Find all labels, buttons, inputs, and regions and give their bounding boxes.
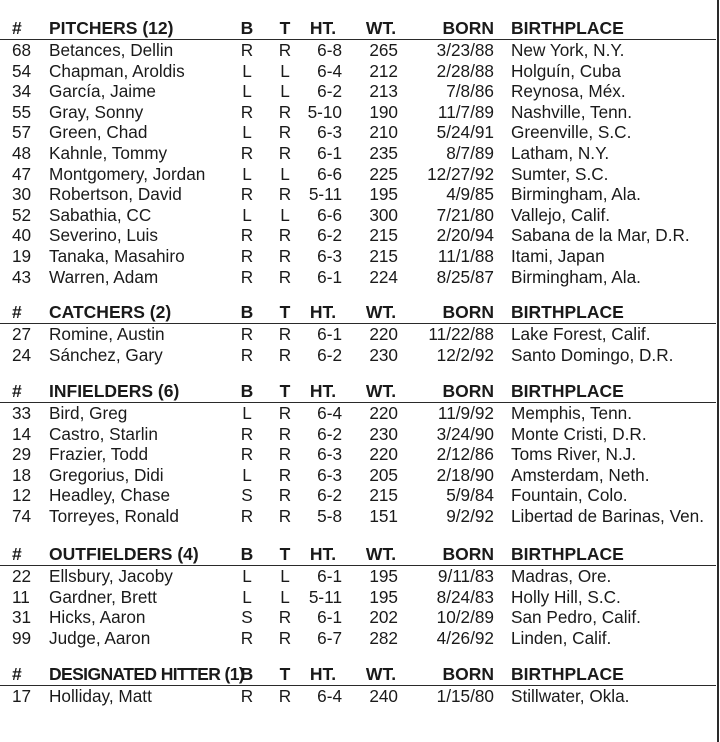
player-throws: R [278,184,292,205]
player-throws: R [278,403,292,423]
section-header-row [0,664,716,686]
column-header-number: # [12,18,22,38]
player-number: 55 [12,101,32,122]
player-throws: R [278,122,292,143]
player-name: Judge, Aaron [49,627,151,648]
player-height: 6-4 [317,403,342,423]
player-name: Tanaka, Masahiro [49,245,185,266]
player-row [0,122,716,143]
player-throws: R [278,344,292,365]
player-row [0,324,716,345]
player-weight: 230 [369,423,398,444]
player-weight: 215 [369,245,398,266]
player-height: 6-6 [317,163,342,184]
player-row [0,686,716,707]
player-throws: L [280,163,290,184]
player-name: Romine, Austin [49,324,165,344]
player-name: Robertson, David [49,184,182,205]
player-height: 5-11 [308,184,342,205]
player-row [0,40,716,61]
player-height: 6-3 [317,444,342,465]
player-throws: L [280,566,290,586]
section-outfielders [0,544,716,648]
player-row [0,143,716,164]
player-row [0,444,716,465]
player-number: 68 [12,40,32,60]
player-birthplace: Libertad de Barinas, Ven. [511,505,705,526]
player-born: 8/25/87 [436,266,494,287]
player-weight: 224 [369,266,398,287]
player-bats: R [240,444,254,465]
player-number: 27 [12,324,32,344]
column-header-birthplace: BIRTHPLACE [511,302,624,322]
player-row [0,403,716,424]
player-row [0,506,716,527]
player-birthplace: Birmingham, Ala. [511,184,641,205]
player-row [0,485,716,506]
player-name: Sabathia, CC [49,204,152,225]
player-bats: S [241,607,253,628]
column-header-born: BORN [442,664,494,684]
player-birthplace: Sabana de la Mar, D.R. [511,225,690,246]
player-born: 7/8/86 [446,81,494,102]
player-weight: 282 [369,627,398,648]
player-number: 18 [12,464,32,485]
column-header-weight: WT. [365,302,397,322]
player-number: 54 [12,60,32,81]
player-number: 74 [12,505,32,526]
player-throws: L [280,81,290,102]
player-weight: 225 [369,163,398,184]
player-number: 52 [12,204,32,225]
player-number: 31 [12,607,32,628]
column-header-height: HT. [309,302,337,322]
player-weight: 212 [369,60,398,81]
column-header-weight: WT. [365,381,397,401]
section-title: CATCHERS (2) [49,302,172,322]
player-weight: 195 [369,184,398,205]
player-height: 5-8 [317,505,342,526]
column-header-throws: T [279,544,291,564]
player-name: Bird, Greg [49,403,128,423]
section-title: PITCHERS (12) [49,18,174,38]
player-born: 8/7/89 [446,142,494,163]
player-name: Castro, Starlin [49,423,158,444]
player-weight: 202 [369,607,398,628]
player-weight: 235 [369,142,398,163]
player-height: 6-2 [317,225,342,246]
player-height: 6-4 [317,60,342,81]
player-born: 4/9/85 [446,184,494,205]
section-header-row [0,381,716,403]
player-number: 57 [12,122,32,143]
section-title: OUTFIELDERS (4) [49,544,199,564]
section-catchers [0,302,716,365]
column-header-throws: T [279,302,291,322]
player-row [0,102,716,123]
player-bats: R [240,225,254,246]
player-bats: R [240,423,254,444]
player-birthplace: Vallejo, Calif. [511,204,611,225]
player-number: 33 [12,403,32,423]
player-weight: 215 [369,225,398,246]
player-row [0,345,716,366]
player-birthplace: Holguín, Cuba [511,60,621,81]
column-header-bats: B [240,18,254,38]
player-bats: R [240,184,254,205]
column-header-number: # [12,664,22,684]
player-name: Severino, Luis [49,225,158,246]
player-bats: L [242,464,252,485]
player-throws: R [278,627,292,648]
player-height: 6-3 [317,122,342,143]
column-header-throws: T [279,381,291,401]
player-weight: 215 [369,485,398,506]
player-throws: L [280,586,290,607]
player-born: 8/24/83 [436,586,494,607]
player-height: 6-2 [317,81,342,102]
player-bats: L [242,122,252,143]
player-row [0,607,716,628]
player-born: 2/12/86 [436,444,494,465]
player-height: 6-2 [317,344,342,365]
player-name: Gregorius, Didi [49,464,164,485]
column-header-height: HT. [309,18,337,38]
player-throws: R [278,245,292,266]
player-name: Betances, Dellin [49,40,174,60]
player-row [0,267,716,288]
column-header-bats: B [240,302,254,322]
player-number: 19 [12,245,32,266]
player-weight: 210 [369,122,398,143]
player-born: 5/24/91 [436,122,494,143]
player-number: 12 [12,485,32,506]
player-birthplace: Holly Hill, S.C. [511,586,621,607]
player-birthplace: New York, N.Y. [511,40,625,60]
player-row [0,424,716,445]
player-bats: R [240,686,254,706]
player-throws: R [278,266,292,287]
player-bats: R [240,40,254,60]
player-row [0,566,716,587]
player-throws: R [278,324,292,344]
player-height: 6-6 [317,204,342,225]
section-header-row [0,18,716,40]
player-throws: L [280,60,290,81]
player-number: 11 [12,586,30,607]
player-height: 6-7 [317,627,342,648]
section-title: DESIGNATED HITTER (1) [49,664,245,684]
player-birthplace: Toms River, N.J. [511,444,637,465]
column-header-born: BORN [442,302,494,322]
player-name: Green, Chad [49,122,148,143]
player-throws: R [278,607,292,628]
player-birthplace: Memphis, Tenn. [511,403,633,423]
player-born: 9/2/92 [446,505,494,526]
player-row [0,164,716,185]
player-birthplace: Nashville, Tenn. [511,101,633,122]
column-header-number: # [12,544,22,564]
player-height: 6-3 [317,245,342,266]
player-born: 11/22/88 [428,324,494,344]
player-throws: R [278,464,292,485]
column-header-throws: T [279,18,291,38]
player-number: 47 [12,163,32,184]
player-row [0,81,716,102]
column-header-bats: B [240,381,254,401]
player-height: 5-10 [307,101,342,122]
player-born: 4/26/92 [436,627,494,648]
player-birthplace: Amsterdam, Neth. [511,464,650,485]
player-throws: L [280,204,290,225]
player-bats: L [242,81,252,102]
player-height: 6-1 [317,607,342,628]
player-bats: L [242,204,252,225]
player-number: 24 [12,344,32,365]
player-name: Headley, Chase [49,485,171,506]
player-throws: R [278,423,292,444]
player-born: 11/9/92 [437,403,494,423]
player-weight: 265 [369,40,398,60]
player-birthplace: Madras, Ore. [511,566,612,586]
player-throws: R [278,444,292,465]
player-birthplace: Stillwater, Okla. [511,686,630,706]
player-height: 6-1 [317,142,342,163]
player-name: Frazier, Todd [49,444,149,465]
player-born: 3/23/88 [436,40,494,60]
player-weight: 205 [369,464,398,485]
player-name: Holliday, Matt [49,686,152,706]
player-row [0,184,716,205]
player-weight: 220 [369,444,398,465]
player-bats: R [240,142,254,163]
column-header-height: HT. [309,664,337,684]
player-born: 11/7/89 [437,101,494,122]
player-name: Warren, Adam [49,266,159,287]
player-number: 29 [12,444,32,465]
player-name: Montgomery, Jordan [49,163,206,184]
player-born: 2/20/94 [436,225,494,246]
player-row [0,587,716,608]
player-birthplace: Monte Cristi, D.R. [511,423,647,444]
player-number: 43 [12,266,32,287]
player-weight: 151 [369,505,398,526]
player-weight: 230 [369,344,398,365]
player-weight: 190 [369,101,398,122]
player-born: 10/2/89 [436,607,494,628]
player-bats: R [240,245,254,266]
player-born: 5/9/84 [446,485,494,506]
player-birthplace: Lake Forest, Calif. [511,324,651,344]
column-header-birthplace: BIRTHPLACE [511,664,624,684]
player-height: 5-11 [308,586,342,607]
player-number: 17 [12,686,32,706]
player-throws: R [278,225,292,246]
player-born: 3/24/90 [436,423,494,444]
player-bats: L [242,403,252,423]
column-header-birthplace: BIRTHPLACE [511,544,624,564]
player-height: 6-8 [317,40,342,60]
player-height: 6-1 [317,266,342,287]
player-bats: L [242,163,252,184]
player-name: Torreyes, Ronald [49,505,179,526]
player-name: Kahnle, Tommy [49,142,168,163]
player-weight: 220 [369,403,398,423]
column-header-throws: T [279,664,291,684]
player-height: 6-3 [317,464,342,485]
column-header-number: # [12,381,22,401]
player-weight: 195 [369,586,398,607]
column-header-born: BORN [442,544,494,564]
column-header-bats: B [240,664,254,684]
player-row [0,205,716,226]
player-bats: L [242,586,252,607]
player-born: 2/18/90 [436,464,494,485]
section-infielders [0,381,716,527]
player-birthplace: Fountain, Colo. [511,485,628,506]
section-pitchers [0,18,716,287]
section-title: INFIELDERS (6) [49,381,180,401]
player-weight: 195 [369,566,398,586]
player-height: 6-1 [317,324,342,344]
player-born: 1/15/80 [436,686,494,706]
column-header-number: # [12,302,22,322]
right-border-rule [717,0,719,742]
player-throws: R [278,485,292,506]
player-throws: R [278,101,292,122]
column-header-height: HT. [309,544,337,564]
column-header-born: BORN [442,381,494,401]
player-name: Ellsbury, Jacoby [49,566,173,586]
player-number: 48 [12,142,32,163]
player-name: Gardner, Brett [49,586,157,607]
player-height: 6-1 [317,566,342,586]
player-row [0,628,716,649]
player-bats: L [242,60,252,81]
player-height: 6-4 [317,686,342,706]
player-birthplace: Itami, Japan [511,245,605,266]
player-number: 40 [12,225,32,246]
player-weight: 240 [369,686,398,706]
player-row [0,465,716,486]
player-name: Hicks, Aaron [49,607,146,628]
column-header-born: BORN [442,18,494,38]
player-birthplace: Greenville, S.C. [511,122,632,143]
player-birthplace: Santo Domingo, D.R. [511,344,674,365]
player-bats: R [240,324,254,344]
player-weight: 220 [369,324,398,344]
column-header-birthplace: BIRTHPLACE [511,18,624,38]
player-throws: R [278,505,292,526]
player-born: 9/11/83 [437,566,494,586]
player-name: García, Jaime [49,81,156,102]
player-height: 6-2 [317,423,342,444]
player-row [0,61,716,82]
column-header-birthplace: BIRTHPLACE [511,381,624,401]
player-birthplace: Reynosa, Méx. [511,81,626,102]
player-birthplace: Birmingham, Ala. [511,266,641,287]
player-bats: L [242,566,252,586]
player-throws: R [278,686,292,706]
column-header-weight: WT. [365,544,397,564]
player-weight: 213 [369,81,398,102]
player-number: 30 [12,184,32,205]
player-born: 12/2/92 [436,344,494,365]
player-bats: R [240,505,254,526]
player-born: 7/21/80 [436,204,494,225]
column-header-bats: B [240,544,254,564]
player-birthplace: Latham, N.Y. [511,142,610,163]
player-born: 12/27/92 [427,163,494,184]
player-birthplace: San Pedro, Calif. [511,607,641,628]
player-name: Gray, Sonny [49,101,144,122]
player-row [0,225,716,246]
player-born: 11/1/88 [437,245,494,266]
player-bats: R [240,627,254,648]
player-birthplace: Sumter, S.C. [511,163,609,184]
player-name: Chapman, Aroldis [49,60,185,81]
section-header-row [0,544,716,566]
section-designated-hitter [0,664,716,707]
player-height: 6-2 [317,485,342,506]
player-birthplace: Linden, Calif. [511,627,612,648]
player-born: 2/28/88 [436,60,494,81]
player-weight: 300 [369,204,398,225]
column-header-weight: WT. [365,664,397,684]
column-header-weight: WT. [365,18,397,38]
player-bats: R [240,344,254,365]
player-name: Sánchez, Gary [49,344,163,365]
section-header-row [0,302,716,324]
player-number: 34 [12,81,32,102]
player-row [0,246,716,267]
player-number: 99 [12,627,32,648]
player-bats: R [240,266,254,287]
player-bats: R [240,101,254,122]
player-throws: R [278,40,292,60]
player-bats: S [241,485,253,506]
column-header-height: HT. [309,381,337,401]
player-number: 14 [12,423,32,444]
player-number: 22 [12,566,32,586]
player-throws: R [278,142,292,163]
